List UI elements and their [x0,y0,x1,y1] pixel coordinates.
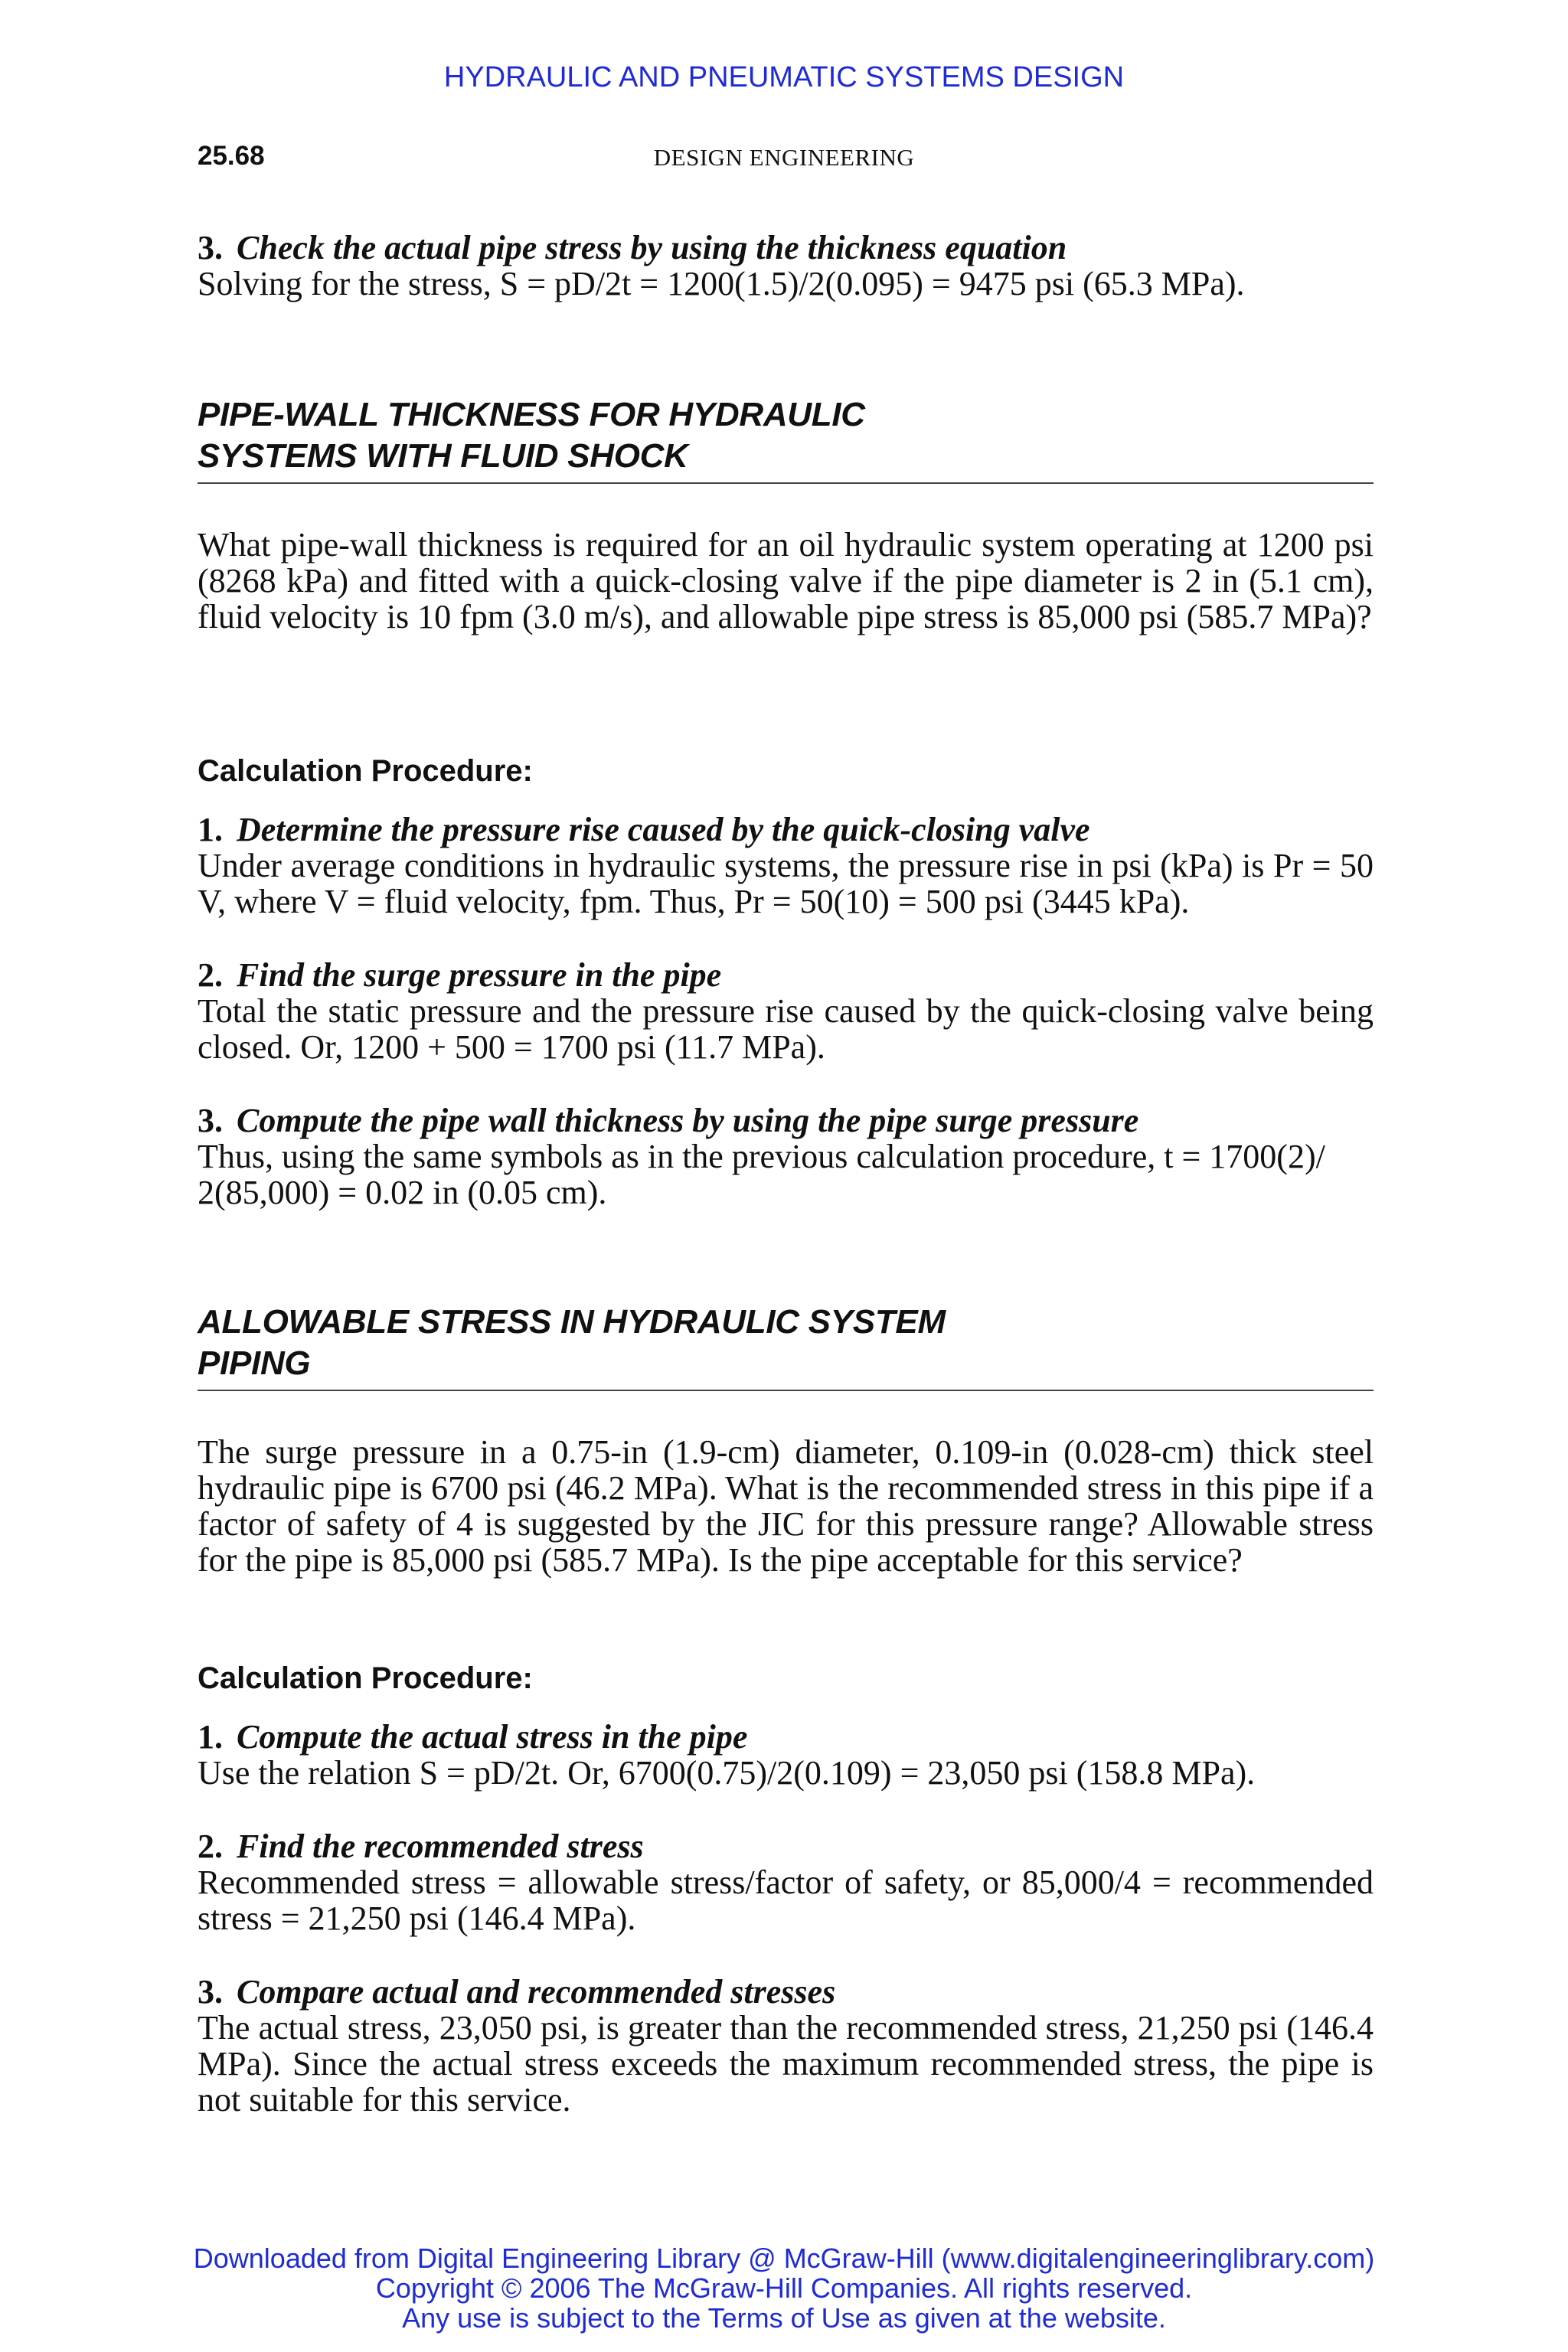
section-rule [198,482,1374,484]
section-title-line: PIPING [198,1344,311,1382]
step-2 [198,957,1374,1065]
calc-heading-text: Calculation Procedure: [198,1661,533,1695]
step-heading [198,230,1374,266]
step-body-line: Thus, using the same symbols as in the previous calculation procedure, t = 1700(2)/ [198,1138,1325,1175]
step-title: Check the actual pipe stress by using the thickness equation [237,229,1067,266]
footer-terms-line: Any use is subject to the Terms of Use as given at the website. [402,2302,1166,2334]
step-number: 2. [198,956,223,994]
footer-download-line: Downloaded from Digital Engineering Library @ McGraw-Hill (www.digitalengineeringlibrary.com) [193,2243,1375,2274]
step-title: Find the surge pressure in the pipe [237,956,722,994]
step-body: Solving for the stress, S = pD/2t = 1200(1.5)/2(0.095) = 9475 psi (65.3 MPa). [198,265,1245,302]
calc-procedure-heading [198,754,1374,789]
section-title-line: PIPE-WALL THICKNESS FOR HYDRAULIC [198,396,865,433]
step-body: Use the relation S = pD/2t. Or, 6700(0.75)/2(0.109) = 23,050 psi (158.8 MPa). [198,1754,1256,1792]
footer-copyright-line: Copyright © 2006 The McGraw-Hill Companies. All rights reserved. [375,2272,1193,2304]
step-number: 2. [198,1828,223,1865]
problem-statement [198,527,1374,635]
step-1 [198,812,1374,920]
step-title: Compare actual and recommended stresses [237,1973,836,2011]
step-number: 3. [198,1973,223,2011]
step-heading [198,1719,1374,1755]
step-heading [198,1102,1374,1138]
calc-heading-text: Calculation Procedure: [198,754,533,788]
step-title: Compute the pipe wall thickness by using the pipe surge pressure [237,1102,1139,1139]
problem-statement [198,1434,1374,1578]
section-title-line: SYSTEMS WITH FLUID SHOCK [198,437,688,475]
step-3 [198,1102,1374,1210]
calc-procedure-heading [198,1661,1374,1696]
step-title: Find the recommended stress [237,1828,644,1865]
step-3 [198,1974,1374,2118]
step-heading [198,812,1374,848]
step-number: 3. [198,229,223,266]
step-1 [198,1719,1374,1791]
step-heading [198,957,1374,993]
problem-text: The surge pressure in a 0.75-in (1.9-cm) diameter, 0.109-in (0.028-cm) thick steel hydraulic pipe is 6700 psi (46.2 MPa). What is the recommended stress in this pipe if a factor of safety of 4 is suggested by the JIC for this pressure range? Allowable stress for the pipe is 85,000 psi (585.7 MPa). Is the pipe acceptable for this service? [198,1433,1374,1579]
problem-text: What pipe-wall thickness is required for an oil hydraulic system operating at 1200 psi (8268 kPa) and fitted with a quick-closing valve if the pipe diameter is 2 in (5.1 cm), fluid velocity is 10 fpm (3.0 m/s), and allowable pipe stress is 85,000 psi (585.7 MPa)? [198,526,1374,635]
top-step [198,230,1374,302]
step-number: 1. [198,811,223,848]
section-title-line: ALLOWABLE STRESS IN HYDRAULIC SYSTEM [198,1303,946,1341]
step-heading [198,1974,1374,2010]
section-title-allowable-stress [198,1302,1374,1384]
site-banner: HYDRAULIC AND PNEUMATIC SYSTEMS DESIGN [443,61,1125,93]
step-number: 1. [198,1718,223,1756]
step-body: The actual stress, 23,050 psi, is greater than the recommended stress, 21,250 psi (146.4 MPa). Since the actual stress exceeds the maximum recommended stress, the pipe is not suitable for this service. [198,2009,1374,2118]
step-title: Compute the actual stress in the pipe [237,1718,748,1756]
step-number: 3. [198,1102,223,1139]
step-heading [198,1828,1374,1864]
section-title-pipe-wall [198,394,1374,477]
section-rule [198,1390,1374,1391]
page-number: 25.68 [198,141,265,171]
step-body: Recommended stress = allowable stress/factor of safety, or 85,000/4 = recommended stress = 21,250 psi (146.4 MPa). [198,1864,1374,1937]
step-body-line: 2(85,000) = 0.02 in (0.05 cm). [198,1174,607,1211]
step-body: Under average conditions in hydraulic systems, the pressure rise in psi (kPa) is Pr = 50 V, where V = fluid velocity, fpm. Thus, Pr = 50(10) = 500 psi (3445 kPa). [198,847,1374,920]
download-footer [0,2243,1568,2333]
step-title: Determine the pressure rise caused by the quick-closing valve [237,811,1090,848]
step-2 [198,1828,1374,1936]
step-body: Total the static pressure and the pressure rise caused by the quick-closing valve being closed. Or, 1200 + 500 = 1700 psi (11.7 MPa). [198,992,1374,1066]
running-head: DESIGN ENGINEERING [653,144,915,171]
